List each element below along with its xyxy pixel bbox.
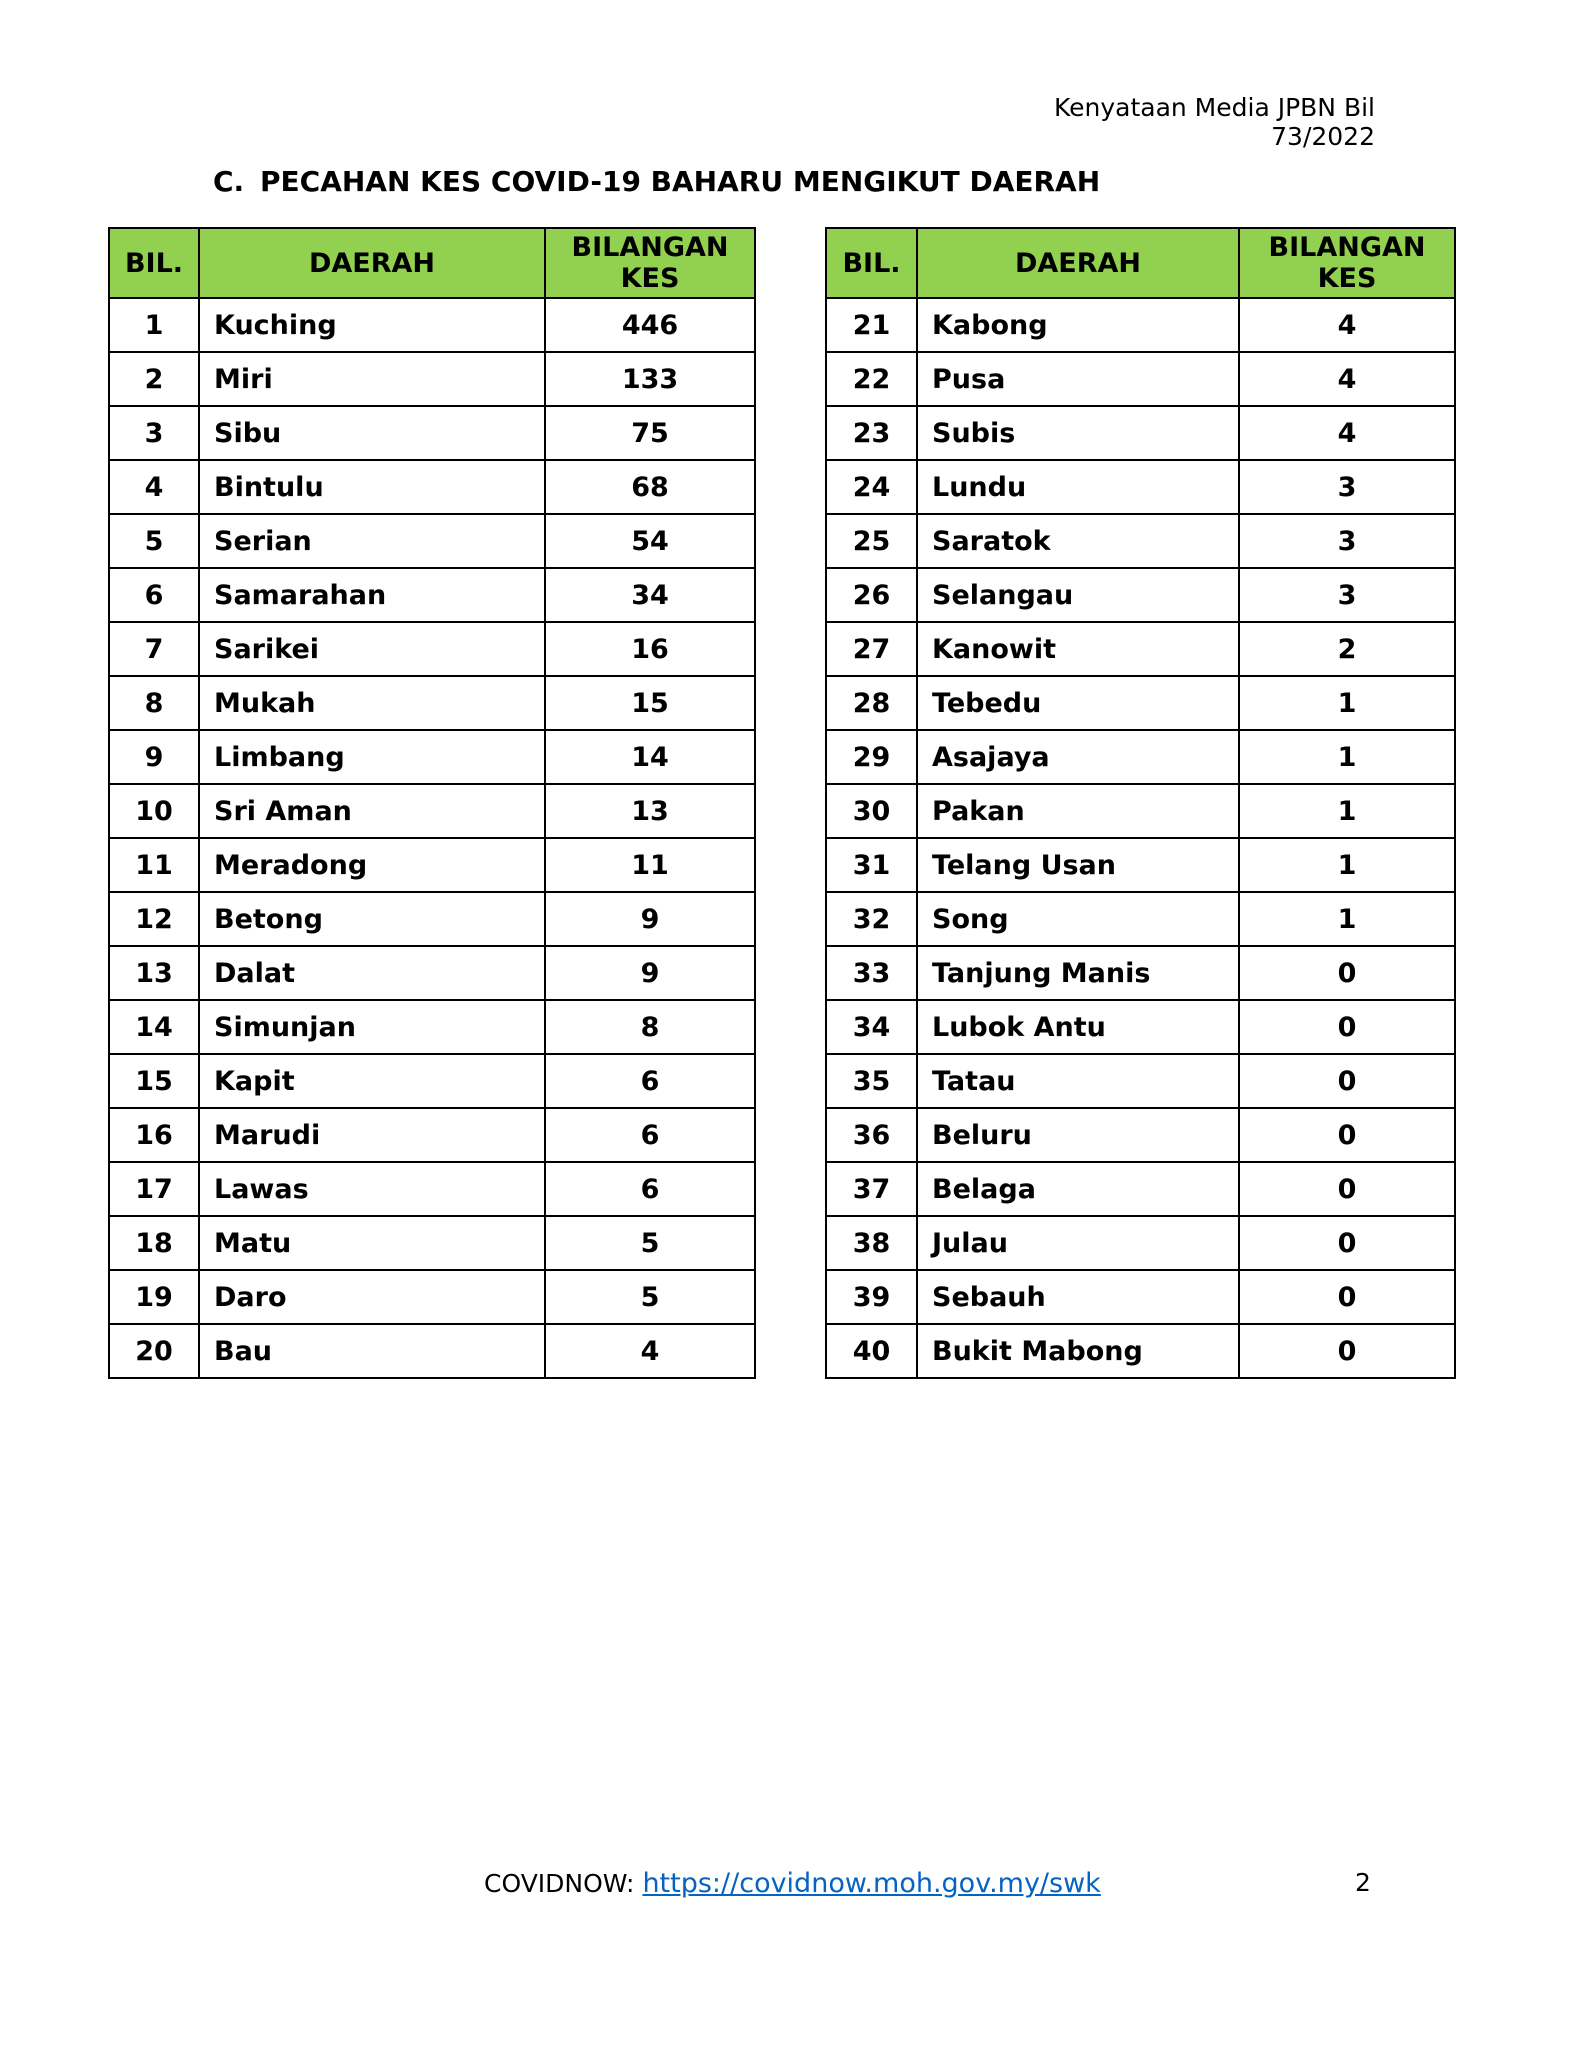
section-heading — [213, 165, 1100, 198]
district-name: Belaga — [917, 1162, 1239, 1216]
table-row — [826, 352, 1455, 406]
row-number: 32 — [826, 892, 917, 946]
district-name: Simunjan — [199, 1000, 545, 1054]
district-name: Sarikei — [199, 622, 545, 676]
cases-header-line2: KES — [620, 263, 680, 294]
table-row — [109, 946, 755, 1000]
row-number: 27 — [826, 622, 917, 676]
row-number: 4 — [109, 460, 199, 514]
row-number: 37 — [826, 1162, 917, 1216]
case-count: 1 — [1239, 892, 1455, 946]
district-name: Meradong — [199, 838, 545, 892]
table-row — [109, 460, 755, 514]
district-name: Tebedu — [917, 676, 1239, 730]
table-row — [109, 1270, 755, 1324]
table-row — [826, 838, 1455, 892]
case-count: 14 — [545, 730, 755, 784]
table-row — [109, 730, 755, 784]
page-number: 2 — [1355, 1868, 1371, 1897]
case-count: 16 — [545, 622, 755, 676]
row-number: 12 — [109, 892, 199, 946]
case-count: 3 — [1239, 460, 1455, 514]
case-count: 11 — [545, 838, 755, 892]
case-count: 0 — [1239, 1162, 1455, 1216]
district-name: Kuching — [199, 298, 545, 352]
row-number: 19 — [109, 1270, 199, 1324]
case-count: 5 — [545, 1270, 755, 1324]
row-number: 10 — [109, 784, 199, 838]
table-header-row — [826, 228, 1455, 298]
row-number: 28 — [826, 676, 917, 730]
cases-header-line2: KES — [1317, 263, 1377, 294]
document-reference: Kenyataan Media JPBN Bil 73/2022 — [1053, 93, 1375, 151]
case-count: 13 — [545, 784, 755, 838]
row-number: 21 — [826, 298, 917, 352]
district-name: Lawas — [199, 1162, 545, 1216]
case-count: 4 — [1239, 406, 1455, 460]
table-row — [826, 568, 1455, 622]
row-number: 8 — [109, 676, 199, 730]
district-name: Sibu — [199, 406, 545, 460]
table-row — [826, 1054, 1455, 1108]
row-number: 14 — [109, 1000, 199, 1054]
case-count: 8 — [545, 1000, 755, 1054]
table-row — [109, 1108, 755, 1162]
row-number: 22 — [826, 352, 917, 406]
section-letter: C. — [213, 165, 245, 198]
table-header-row — [109, 228, 755, 298]
case-count: 6 — [545, 1054, 755, 1108]
district-name: Subis — [917, 406, 1239, 460]
district-name: Lubok Antu — [917, 1000, 1239, 1054]
row-number: 2 — [109, 352, 199, 406]
case-count: 0 — [1239, 1108, 1455, 1162]
row-number: 31 — [826, 838, 917, 892]
case-count: 0 — [1239, 1270, 1455, 1324]
row-number: 13 — [109, 946, 199, 1000]
row-number: 34 — [826, 1000, 917, 1054]
district-name: Tanjung Manis — [917, 946, 1239, 1000]
table-row — [826, 784, 1455, 838]
table-row — [109, 406, 755, 460]
district-name: Dalat — [199, 946, 545, 1000]
case-count: 5 — [545, 1216, 755, 1270]
district-name: Sebauh — [917, 1270, 1239, 1324]
case-count: 9 — [545, 892, 755, 946]
table-row — [109, 298, 755, 352]
table-row — [109, 838, 755, 892]
table-row — [109, 568, 755, 622]
row-number: 11 — [109, 838, 199, 892]
column-header-no: BIL. — [826, 228, 917, 298]
case-count: 0 — [1239, 946, 1455, 1000]
row-number: 26 — [826, 568, 917, 622]
column-header-no: BIL. — [109, 228, 199, 298]
district-name: Samarahan — [199, 568, 545, 622]
district-name: Betong — [199, 892, 545, 946]
case-count: 2 — [1239, 622, 1455, 676]
district-name: Asajaya — [917, 730, 1239, 784]
row-number: 17 — [109, 1162, 199, 1216]
district-name: Song — [917, 892, 1239, 946]
row-number: 15 — [109, 1054, 199, 1108]
table-row — [826, 676, 1455, 730]
table-row — [109, 892, 755, 946]
column-header-district: DAERAH — [917, 228, 1239, 298]
row-number: 6 — [109, 568, 199, 622]
table-row — [826, 892, 1455, 946]
district-table-right — [825, 227, 1456, 1379]
table-row — [826, 1324, 1455, 1378]
district-name: Pusa — [917, 352, 1239, 406]
district-name: Serian — [199, 514, 545, 568]
row-number: 9 — [109, 730, 199, 784]
case-count: 3 — [1239, 514, 1455, 568]
case-count: 68 — [545, 460, 755, 514]
case-count: 1 — [1239, 838, 1455, 892]
district-name: Telang Usan — [917, 838, 1239, 892]
row-number: 30 — [826, 784, 917, 838]
table-row — [826, 1000, 1455, 1054]
district-name: Sri Aman — [199, 784, 545, 838]
table-row — [109, 352, 755, 406]
case-count: 0 — [1239, 1216, 1455, 1270]
district-name: Selangau — [917, 568, 1239, 622]
case-count: 54 — [545, 514, 755, 568]
row-number: 35 — [826, 1054, 917, 1108]
row-number: 29 — [826, 730, 917, 784]
case-count: 446 — [545, 298, 755, 352]
table-row — [826, 298, 1455, 352]
table-row — [826, 1270, 1455, 1324]
table-row — [826, 406, 1455, 460]
district-name: Kabong — [917, 298, 1239, 352]
row-number: 1 — [109, 298, 199, 352]
district-name: Bintulu — [199, 460, 545, 514]
case-count: 4 — [1239, 298, 1455, 352]
cases-header-line1: BILANGAN — [571, 232, 729, 263]
row-number: 16 — [109, 1108, 199, 1162]
column-header-cases — [545, 228, 755, 298]
case-count: 6 — [545, 1108, 755, 1162]
table-row — [826, 946, 1455, 1000]
district-name: Kanowit — [917, 622, 1239, 676]
case-count: 3 — [1239, 568, 1455, 622]
district-name: Miri — [199, 352, 545, 406]
table-row — [109, 1054, 755, 1108]
district-name: Pakan — [917, 784, 1239, 838]
table-row — [109, 1216, 755, 1270]
table-row — [109, 514, 755, 568]
case-count: 133 — [545, 352, 755, 406]
row-number: 18 — [109, 1216, 199, 1270]
case-count: 34 — [545, 568, 755, 622]
district-name: Matu — [199, 1216, 545, 1270]
row-number: 38 — [826, 1216, 917, 1270]
table-row — [109, 784, 755, 838]
footer-label: COVIDNOW: — [484, 1869, 643, 1898]
district-name: Tatau — [917, 1054, 1239, 1108]
case-count: 1 — [1239, 784, 1455, 838]
row-number: 39 — [826, 1270, 917, 1324]
table-row — [826, 730, 1455, 784]
row-number: 36 — [826, 1108, 917, 1162]
covidnow-link[interactable]: https://covidnow.moh.gov.my/swk — [642, 1868, 1101, 1899]
district-name: Limbang — [199, 730, 545, 784]
case-count: 0 — [1239, 1000, 1455, 1054]
case-count: 0 — [1239, 1054, 1455, 1108]
district-name: Mukah — [199, 676, 545, 730]
table-row — [109, 676, 755, 730]
table-row — [826, 1162, 1455, 1216]
table-row — [109, 1000, 755, 1054]
section-title: PECAHAN KES COVID-19 BAHARU MENGIKUT DAERAH — [260, 165, 1101, 198]
case-count: 0 — [1239, 1324, 1455, 1378]
row-number: 7 — [109, 622, 199, 676]
case-count: 4 — [1239, 352, 1455, 406]
district-name: Saratok — [917, 514, 1239, 568]
table-row — [109, 622, 755, 676]
case-count: 4 — [545, 1324, 755, 1378]
district-table-left — [108, 227, 756, 1379]
case-count: 1 — [1239, 730, 1455, 784]
district-name: Julau — [917, 1216, 1239, 1270]
row-number: 20 — [109, 1324, 199, 1378]
table-row — [826, 514, 1455, 568]
cases-header-line1: BILANGAN — [1268, 232, 1426, 263]
row-number: 40 — [826, 1324, 917, 1378]
district-name: Kapit — [199, 1054, 545, 1108]
column-header-cases — [1239, 228, 1455, 298]
case-count: 9 — [545, 946, 755, 1000]
table-row — [826, 1216, 1455, 1270]
case-count: 15 — [545, 676, 755, 730]
table-row — [826, 1108, 1455, 1162]
district-name: Bukit Mabong — [917, 1324, 1239, 1378]
row-number: 5 — [109, 514, 199, 568]
footer-source — [484, 1868, 1101, 1899]
district-name: Daro — [199, 1270, 545, 1324]
table-row — [109, 1324, 755, 1378]
district-name: Beluru — [917, 1108, 1239, 1162]
row-number: 25 — [826, 514, 917, 568]
case-count: 1 — [1239, 676, 1455, 730]
district-name: Marudi — [199, 1108, 545, 1162]
case-count: 6 — [545, 1162, 755, 1216]
row-number: 3 — [109, 406, 199, 460]
district-name: Lundu — [917, 460, 1239, 514]
table-row — [826, 460, 1455, 514]
row-number: 24 — [826, 460, 917, 514]
row-number: 33 — [826, 946, 917, 1000]
case-count: 75 — [545, 406, 755, 460]
table-row — [826, 622, 1455, 676]
row-number: 23 — [826, 406, 917, 460]
table-row — [109, 1162, 755, 1216]
column-header-district: DAERAH — [199, 228, 545, 298]
district-name: Bau — [199, 1324, 545, 1378]
